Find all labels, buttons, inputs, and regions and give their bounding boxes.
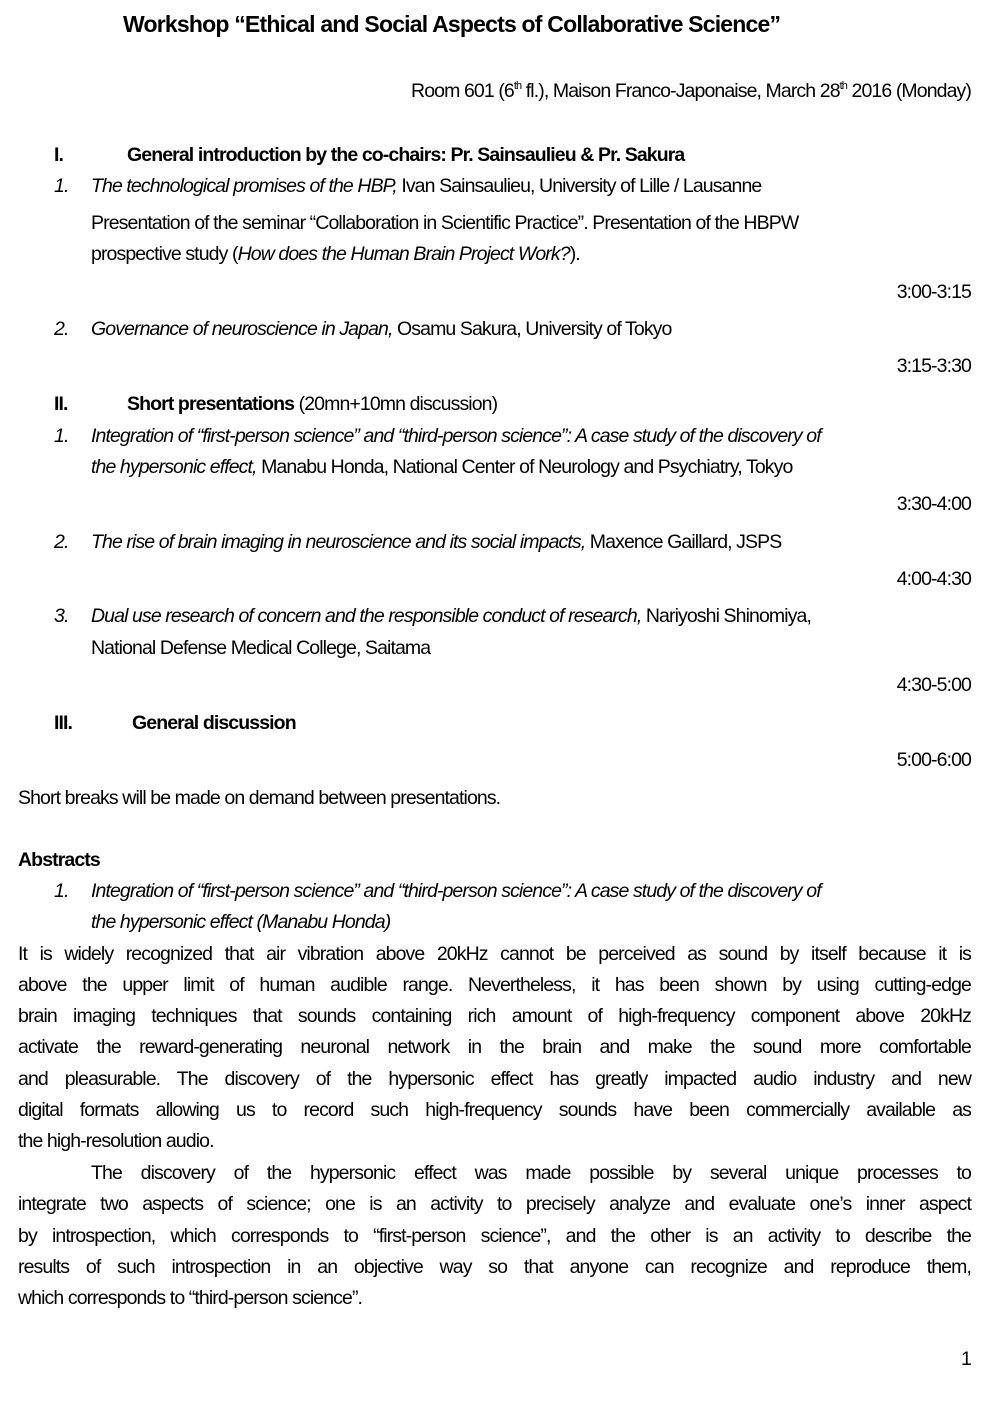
item-number: 1.	[54, 175, 69, 197]
page-number: 1	[961, 1348, 971, 1370]
agenda-item	[91, 455, 792, 479]
abstracts-heading: Abstracts	[18, 849, 100, 871]
agenda-item	[91, 174, 761, 198]
talk-speaker: Osamu Sakura, University of Tokyo	[392, 318, 672, 340]
abstract-line: by introspection, which corresponds to “first-person science”, and the other is an activity to describe the	[18, 1225, 971, 1247]
item-number: 1.	[54, 425, 69, 447]
item-number: 2.	[54, 318, 69, 340]
talk-speaker-affiliation: National Defense Medical College, Saitama	[91, 637, 431, 659]
talk-title: the hypersonic effect,	[91, 456, 257, 478]
venue-line: Room 601 (6th fl.), Maison Franco-Japonaise, March 28th 2016 (Monday)	[411, 79, 971, 102]
talk-speaker: Nariyoshi Shinomiya,	[641, 605, 812, 627]
talk-speaker: Ivan Sainsaulieu, University of Lille / Lausanne	[396, 175, 762, 197]
abstract-title: Integration of “first-person science” and “third-person science”: A case study of the discovery of	[91, 880, 821, 902]
abstract-line: The discovery of the hypersonic effect was made possible by several unique processes to	[91, 1162, 971, 1184]
section-numeral: III.	[54, 712, 73, 734]
talk-title: Dual use research of concern and the responsible conduct of research,	[91, 605, 642, 627]
time-slot: 3:15-3:30	[896, 355, 971, 377]
abstract-line: and pleasurable. The discovery of the hypersonic effect has greatly impacted audio industry and new	[18, 1068, 971, 1090]
abstract-number: 1.	[54, 880, 69, 902]
abstract-line: which corresponds to “third-person science”.	[18, 1287, 363, 1309]
abstract-line: above the upper limit of human audible range. Nevertheless, it has been shown by using cutting-edge	[18, 974, 971, 996]
time-slot: 3:00-3:15	[896, 281, 971, 303]
agenda-item	[91, 317, 671, 341]
section-numeral: II.	[54, 393, 68, 415]
item-number: 2.	[54, 531, 69, 553]
abstract-line: It is widely recognized that air vibration above 20kHz cannot be perceived as sound by itself because it is	[18, 943, 971, 965]
talk-description-line2: prospective study (How does the Human Brain Project Work?).	[91, 243, 580, 265]
time-slot: 5:00-6:00	[896, 749, 971, 771]
abstract-line: activate the reward-generating neuronal network in the brain and make the sound more comfortable	[18, 1036, 971, 1058]
abstract-line: results of such introspection in an objective way so that anyone can recognize and reproduce them,	[18, 1256, 971, 1278]
breaks-note: Short breaks will be made on demand between presentations.	[18, 787, 501, 809]
abstract-title-line2: the hypersonic effect (Manabu Honda)	[91, 911, 391, 933]
agenda-item	[91, 604, 811, 628]
section-heading: General discussion	[132, 712, 296, 734]
talk-title: Governance of neuroscience in Japan,	[91, 318, 393, 340]
talk-title: Integration of “first-person science” and “third-person science”: A case study of the discovery of	[91, 425, 821, 447]
time-slot: 3:30-4:00	[896, 493, 971, 515]
item-number: 3.	[54, 605, 69, 627]
talk-speaker: Manabu Honda, National Center of Neurology and Psychiatry, Tokyo	[256, 456, 793, 478]
talk-title: The technological promises of the HBP,	[91, 175, 397, 197]
section-heading: Short presentations (20mn+10mn discussion)	[127, 393, 498, 415]
section-heading: General introduction by the co-chairs: Pr. Sainsaulieu & Pr. Sakura	[127, 144, 685, 166]
section-numeral: I.	[54, 144, 64, 166]
abstract-line: digital formats allowing us to record such high-frequency sounds have been commercially available as	[18, 1099, 971, 1121]
abstract-line: brain imaging techniques that sounds containing rich amount of high-frequency component above 20kHz	[18, 1005, 971, 1027]
talk-speaker: Maxence Gaillard, JSPS	[585, 531, 782, 553]
time-slot: 4:30-5:00	[896, 674, 971, 696]
time-slot: 4:00-4:30	[896, 568, 971, 590]
talk-title: The rise of brain imaging in neuroscience and its social impacts,	[91, 531, 586, 553]
abstract-line: the high-resolution audio.	[18, 1130, 214, 1152]
agenda-item	[91, 530, 781, 554]
abstract-line: integrate two aspects of science; one is an activity to precisely analyze and evaluate one’s inner aspect	[18, 1193, 971, 1215]
talk-description: Presentation of the seminar “Collaboration in Scientific Practice”. Presentation of the HBPW	[91, 212, 799, 234]
document-title: Workshop “Ethical and Social Aspects of Collaborative Science”	[123, 11, 781, 37]
